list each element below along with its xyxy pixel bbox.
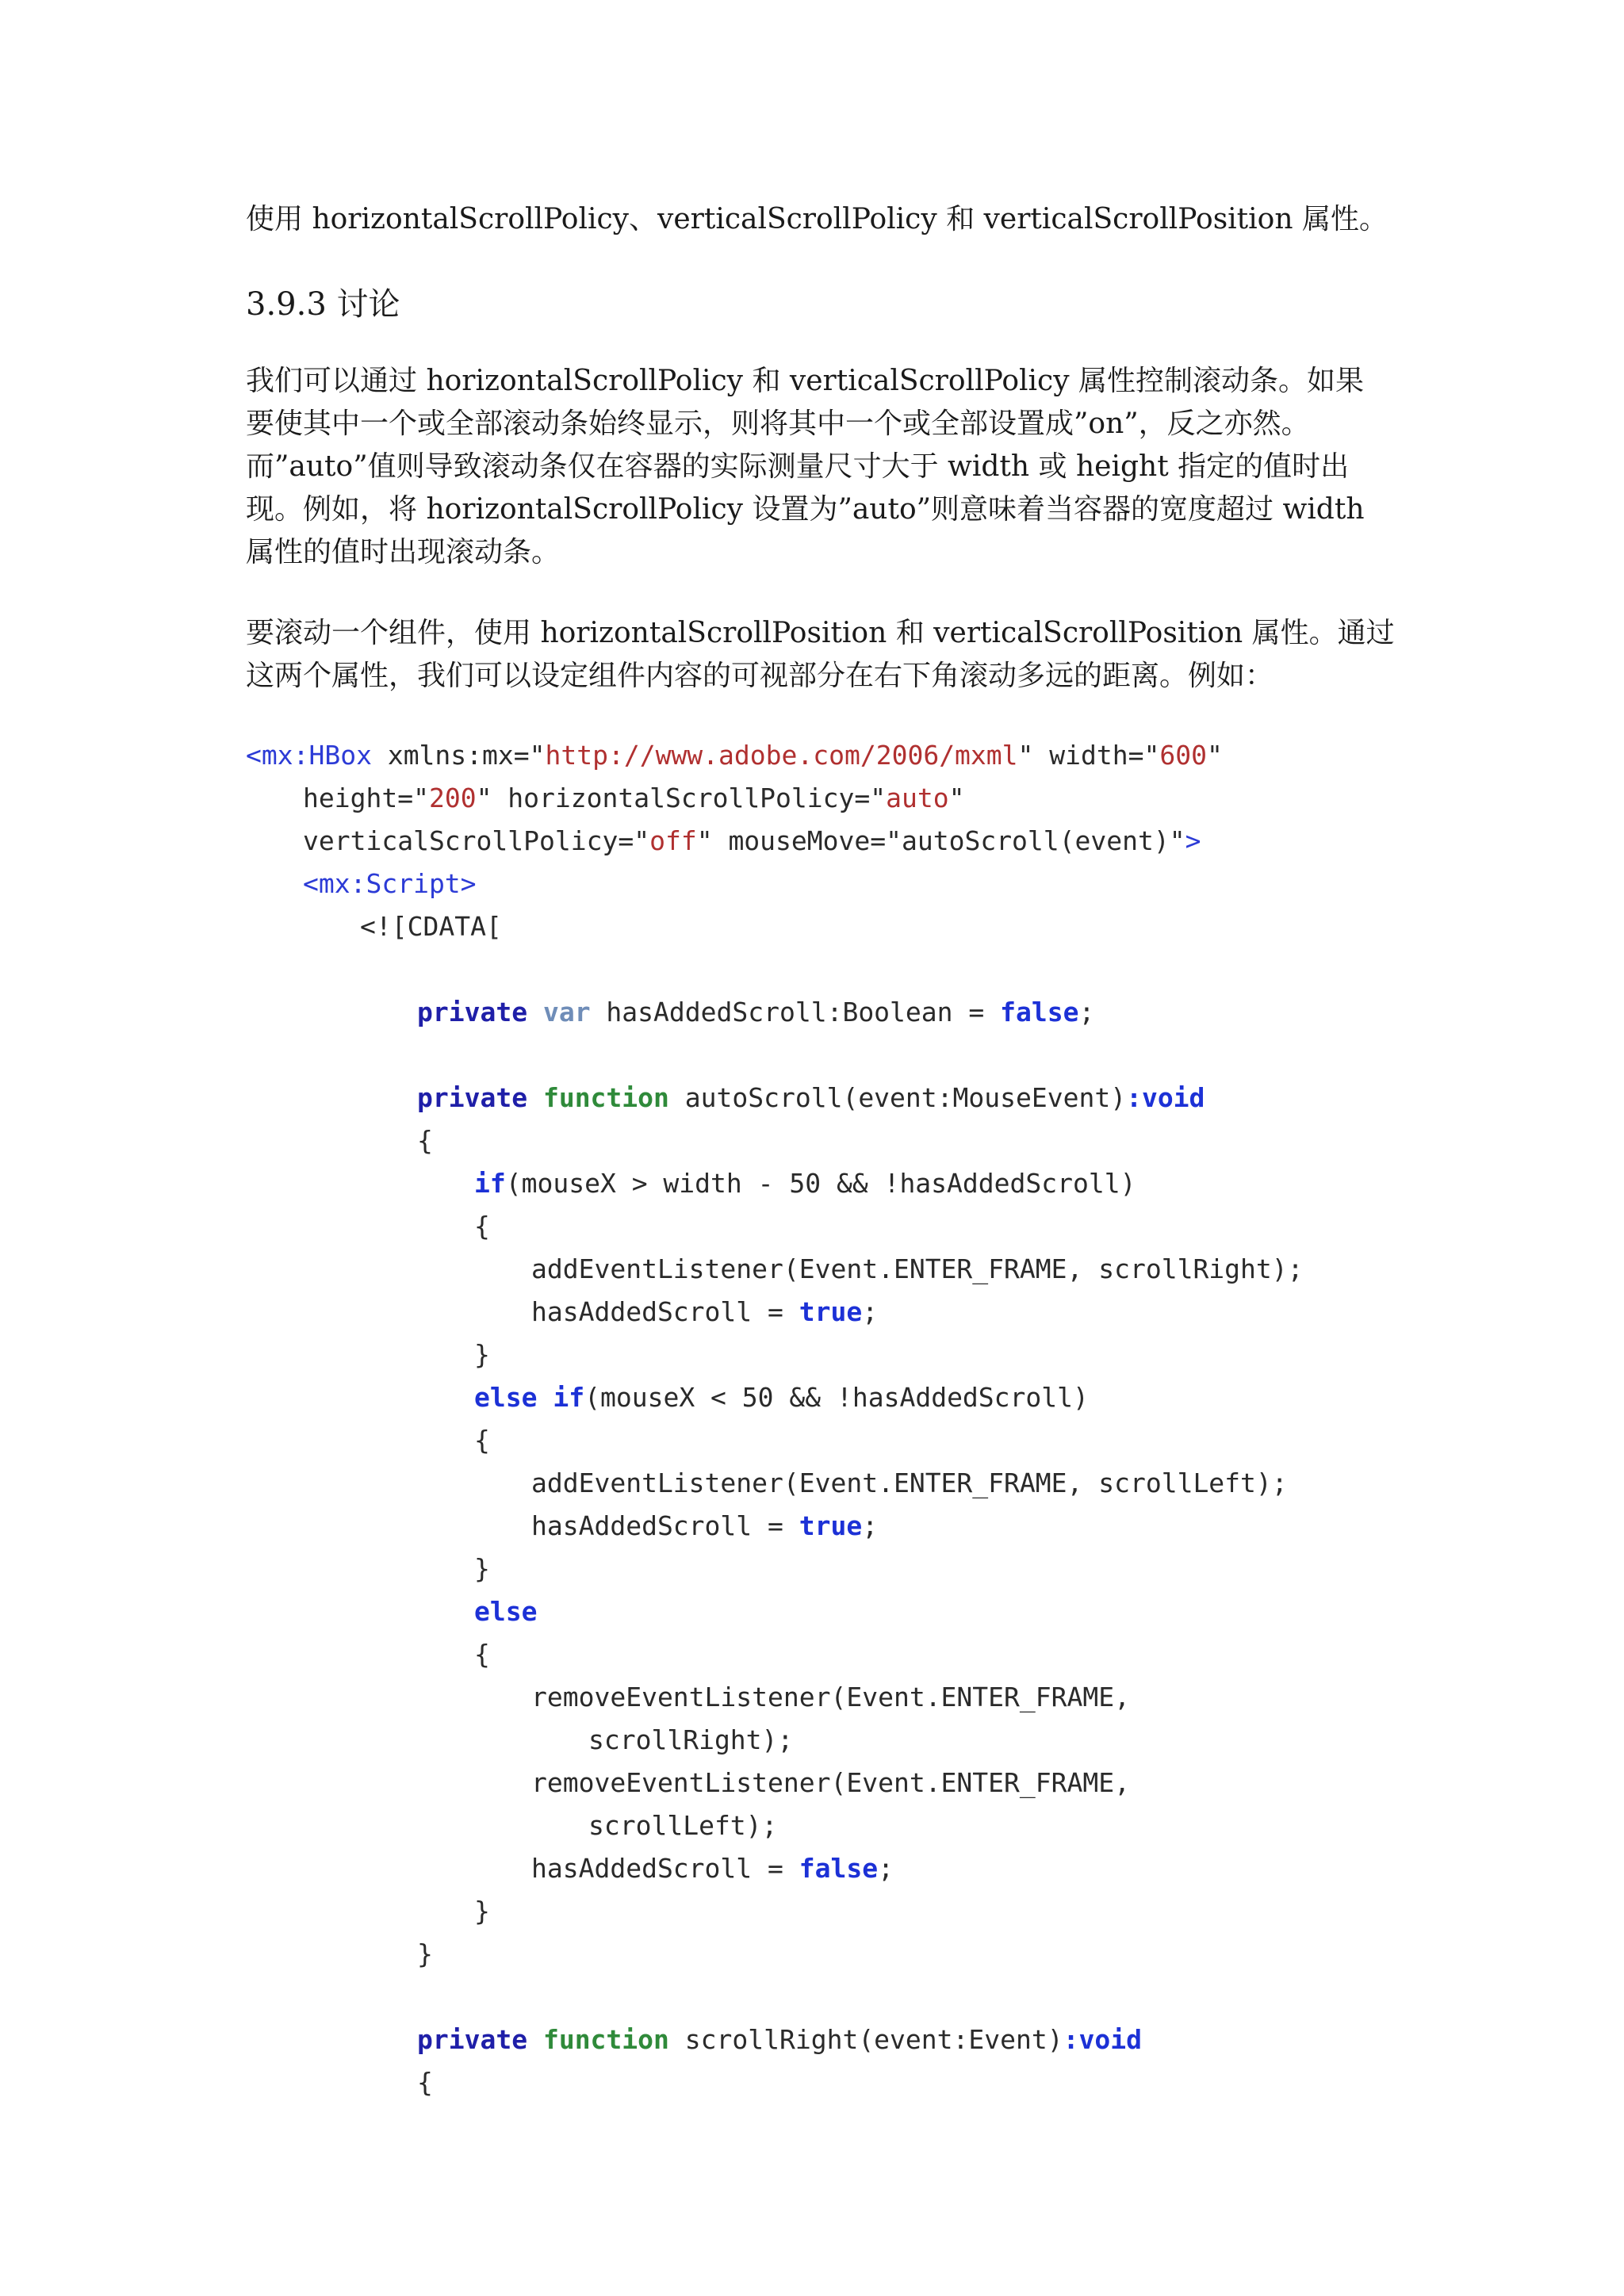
code-line xyxy=(417,1119,433,1162)
code-line xyxy=(531,1248,1304,1291)
code-text: hasAddedScroll = xyxy=(531,1296,799,1327)
code-text: <![CDATA[ xyxy=(360,911,502,942)
code-line xyxy=(417,2061,433,2104)
code-text: hasAddedScroll:Boolean = xyxy=(590,997,1001,1027)
code-text: ; xyxy=(862,1296,879,1327)
keyword: if xyxy=(474,1168,506,1199)
code-line xyxy=(474,1162,1136,1205)
scroll-paragraph-line: 要滚动一个组件，使用 horizontalScrollPosition 和 verticalScrollPosition 属性。通过 xyxy=(246,617,1395,649)
code-line xyxy=(474,1376,1089,1419)
code-text: " mouseMove="autoScroll(event)" xyxy=(696,825,1185,856)
code-line xyxy=(588,1719,793,1762)
keyword: function xyxy=(542,2024,669,2055)
code-line xyxy=(531,1762,1130,1804)
discussion-line: 而”auto”值则导致滚动条仅在容器的实际测量尺寸大于 width 或 height 指定的值时出 xyxy=(246,450,1350,483)
discussion-line: 我们可以通过 horizontalScrollPolicy 和 verticalScrollPolicy 属性控制滚动条。如果 xyxy=(246,365,1364,397)
code-text: (mouseX > width - 50 && !hasAddedScroll) xyxy=(505,1168,1136,1199)
code-text: addEventListener(Event.ENTER_FRAME, scrollLeft); xyxy=(531,1468,1288,1498)
code-line xyxy=(360,905,502,948)
code-text: hasAddedScroll = xyxy=(531,1853,799,1884)
code-text: removeEventListener(Event.ENTER_FRAME, xyxy=(531,1682,1130,1712)
code-text: addEventListener(Event.ENTER_FRAME, scrollRight); xyxy=(531,1253,1304,1284)
code-text: { xyxy=(474,1425,490,1456)
keyword: var xyxy=(542,997,591,1027)
code-text: } xyxy=(474,1339,490,1370)
code-line xyxy=(474,1633,490,1676)
keyword: true xyxy=(799,1296,863,1327)
intro-line: 使用 horizontalScrollPolicy、verticalScrollPolicy 和 verticalScrollPosition 属性。 xyxy=(246,203,1388,235)
discussion-line: 属性的值时出现滚动条。 xyxy=(246,536,561,568)
keyword: else xyxy=(474,1382,538,1413)
code-line xyxy=(474,1205,490,1248)
code-text: " xyxy=(948,783,965,813)
keyword: true xyxy=(799,1510,863,1541)
keyword: private xyxy=(417,2024,528,2055)
code-text: { xyxy=(417,1125,433,1156)
code-string: http://www.adobe.com/2006/mxml xyxy=(545,740,1018,771)
code-text: } xyxy=(417,1938,433,1969)
code-line xyxy=(531,1505,878,1548)
code-text: ; xyxy=(1078,997,1095,1027)
keyword: false xyxy=(1000,997,1079,1027)
code-line xyxy=(417,991,1094,1034)
code-text: verticalScrollPolicy=" xyxy=(303,825,650,856)
code-text: { xyxy=(474,1211,490,1242)
code-line xyxy=(531,1847,894,1890)
code-line xyxy=(531,1462,1288,1505)
code-text: xmlns:mx=" xyxy=(371,740,546,771)
code-string: 600 xyxy=(1159,740,1207,771)
keyword: else xyxy=(474,1596,538,1627)
code-line xyxy=(417,1077,1205,1119)
scroll-paragraph-line: 这两个属性，我们可以设定组件内容的可视部分在右下角滚动多远的距离。例如： xyxy=(246,660,1274,692)
code-text: { xyxy=(474,1639,490,1670)
code-text: scrollRight(event:Event) xyxy=(668,2024,1063,2055)
code-text: autoScroll(event:MouseEvent) xyxy=(668,1082,1127,1113)
code-text: height=" xyxy=(303,783,429,813)
keyword: :void xyxy=(1063,2024,1142,2055)
code-string: off xyxy=(649,825,697,856)
code-line xyxy=(474,1890,490,1933)
code-line xyxy=(531,1676,1130,1719)
code-line xyxy=(246,734,1223,777)
discussion-line: 要使其中一个或全部滚动条始终显示，则将其中一个或全部设置成”on”，反之亦然。 xyxy=(246,408,1310,440)
code-text: ; xyxy=(878,1853,894,1884)
mxml-tag: <mx:HBox xyxy=(246,740,372,771)
code-text: " horizontalScrollPolicy=" xyxy=(476,783,887,813)
keyword: private xyxy=(417,1082,528,1113)
code-line xyxy=(588,1804,777,1847)
code-line xyxy=(417,1933,433,1976)
code-line xyxy=(303,820,1201,863)
code-text: } xyxy=(474,1553,490,1584)
keyword: if xyxy=(553,1382,585,1413)
code-line xyxy=(531,1291,878,1334)
code-line xyxy=(474,1419,490,1462)
code-string: auto xyxy=(886,783,949,813)
discussion-line: 现。例如，将 horizontalScrollPolicy 设置为”auto”则意味着当容器的宽度超过 width xyxy=(246,493,1365,526)
code-line xyxy=(474,1590,537,1633)
code-line xyxy=(474,1334,490,1376)
code-string: 200 xyxy=(428,783,477,813)
code-text: " width=" xyxy=(1017,740,1160,771)
code-text: (mouseX < 50 && !hasAddedScroll) xyxy=(584,1382,1089,1413)
mxml-tag: > xyxy=(1185,825,1201,856)
keyword: private xyxy=(417,997,528,1027)
code-text: scrollLeft); xyxy=(588,1810,778,1841)
code-line xyxy=(303,777,964,820)
code-line xyxy=(303,863,477,905)
section-heading: 3.9.3 讨论 xyxy=(246,286,400,323)
code-line xyxy=(417,2019,1142,2061)
keyword: false xyxy=(799,1853,879,1884)
code-text: scrollRight); xyxy=(588,1724,794,1755)
mxml-tag: <mx:Script> xyxy=(303,868,477,899)
code-text: removeEventListener(Event.ENTER_FRAME, xyxy=(531,1767,1130,1798)
keyword: :void xyxy=(1126,1082,1205,1113)
code-text: hasAddedScroll = xyxy=(531,1510,799,1541)
keyword: function xyxy=(542,1082,669,1113)
code-line xyxy=(474,1548,490,1590)
code-text: ; xyxy=(862,1510,879,1541)
code-text: " xyxy=(1206,740,1223,771)
code-text: } xyxy=(474,1896,490,1927)
code-text: { xyxy=(417,2067,433,2098)
